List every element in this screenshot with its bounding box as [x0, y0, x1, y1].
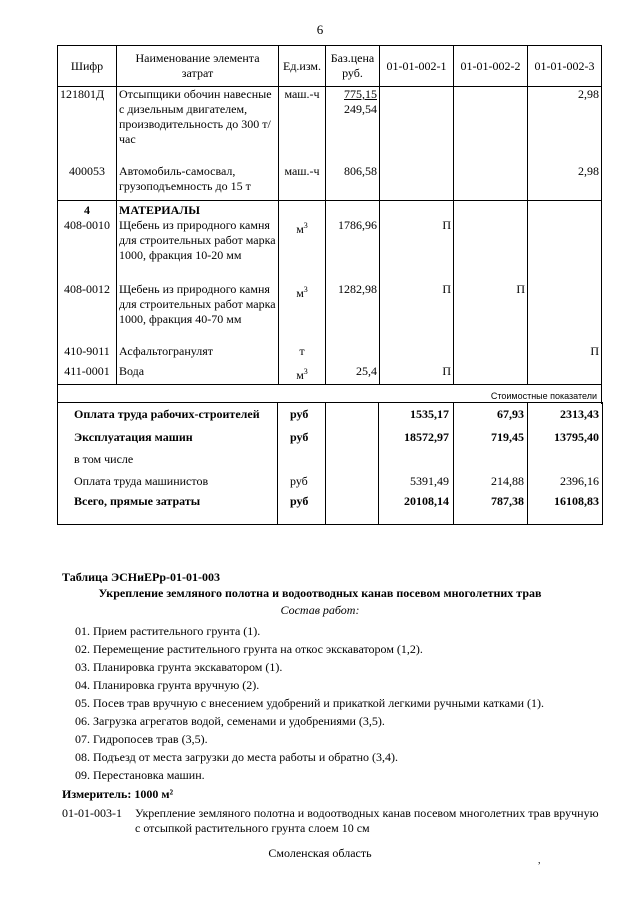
row-value-1 [380, 87, 454, 163]
row-value-1: П [380, 364, 454, 385]
row-value-1: П [380, 282, 454, 344]
row-name: Асфальтогранулят [117, 344, 279, 364]
summary-row [58, 492, 602, 510]
header-name: Наименование элемента затрат [117, 46, 279, 87]
row-value-1 [380, 162, 454, 201]
row-code: 400053 [58, 162, 117, 201]
row-price: 806,58 [326, 162, 380, 201]
operation-item: 08. Подъезд от места загрузки до места работы и обратно (3,4). [75, 750, 399, 764]
section-number: 4 [58, 201, 117, 219]
summary-label: Всего, прямые затраты [74, 494, 201, 508]
row-value-3: 2,98 [528, 87, 602, 163]
summary-value-2: 787,38 [491, 494, 524, 508]
row-price: 1786,96 [326, 218, 380, 282]
table-row [58, 344, 602, 364]
table-header-row [58, 46, 602, 87]
price-line-b: 249,54 [344, 102, 377, 116]
summary-value-2: 719,45 [491, 430, 524, 444]
summary-value-3: 2396,16 [560, 474, 599, 488]
section-heading: Укрепление земляного полотна и водоотводных канав посевом многолетних трав [98, 586, 542, 600]
row-value-3 [528, 364, 602, 385]
row-unit: $м^3$ [279, 218, 326, 282]
header-col3: 01-01-002-3 [528, 46, 602, 87]
header-col2: 01-01-002-2 [454, 46, 528, 87]
header-col1: 01-01-002-1 [380, 46, 454, 87]
header-code: Шифр [58, 46, 117, 87]
row-unit: $м^3$ [279, 282, 326, 344]
cost-caption: Стоимостные показатели [58, 385, 602, 405]
row-value-3: П [528, 344, 602, 364]
row-name: Вода [117, 364, 279, 385]
row-unit: т [279, 344, 326, 364]
summary-value-2: 214,88 [491, 474, 524, 488]
row-code: 410-9011 [58, 344, 117, 364]
summary-label: в том числе [74, 452, 134, 466]
table-row [58, 87, 602, 163]
row-value-1: П [380, 218, 454, 282]
summary-value-2: 67,93 [497, 407, 524, 421]
row-code: 121801Д [58, 87, 117, 163]
summary-unit: руб [290, 474, 308, 488]
row-value-2 [454, 364, 528, 385]
summary-unit: руб [290, 430, 309, 444]
summary-unit: руб [290, 494, 309, 508]
row-price: 25,4 [326, 364, 380, 385]
item-description: Укрепление земляного полотна и водоотводных канав посевом многолетних трав вручную с отсыпкой растительного грунта слоем 10 см [135, 806, 599, 835]
scan-speck: , [538, 855, 541, 866]
header-unit: Ед.изм. [279, 46, 326, 87]
composition-label: Состав работ: [280, 603, 360, 617]
row-value-2 [454, 162, 528, 201]
row-name: Автомобиль-самосвал, грузоподъемность до 15 т [117, 162, 279, 201]
row-code: 408-0010 [58, 218, 117, 282]
row-value-3: 2,98 [528, 162, 602, 201]
summary-row [58, 472, 602, 490]
section-row [58, 201, 602, 219]
row-value-2 [454, 87, 528, 163]
summary-label: Оплата труда машинистов [74, 474, 209, 488]
row-value-3 [528, 282, 602, 344]
row-price [326, 87, 380, 163]
table-title: Таблица ЭСНиЕРр-01-01-003 [62, 570, 221, 584]
table-row [58, 282, 602, 344]
summary-value-3: 2313,43 [560, 407, 599, 421]
table-row [58, 162, 602, 201]
row-code: 411-0001 [58, 364, 117, 385]
resources-table [57, 45, 602, 404]
item-code: 01-01-003-1 [62, 806, 122, 820]
summary-row [58, 405, 602, 423]
row-value-2 [454, 218, 528, 282]
row-value-3 [528, 218, 602, 282]
summary-value-3: 16108,83 [554, 494, 599, 508]
row-unit: маш.-ч [279, 162, 326, 201]
operation-item: 09. Перестановка машин. [75, 768, 205, 782]
row-value-1 [380, 344, 454, 364]
row-unit: $м^3$ [279, 364, 326, 385]
summary-label: Эксплуатация машин [74, 430, 193, 444]
summary-block [57, 402, 603, 525]
summary-unit: руб [290, 407, 309, 421]
price-line-a: 775,15 [344, 87, 377, 101]
operation-item: 04. Планировка грунта вручную (2). [75, 678, 260, 692]
summary-value-1: 18572,97 [404, 430, 449, 444]
row-name: Щебень из природного камня для строительных работ марка 1000, фракция 40-70 мм [117, 282, 279, 344]
header-price: Баз.цена руб. [326, 46, 380, 87]
measurer: Измеритель: 1000 м² [62, 787, 174, 801]
row-name: Отсыпщики обочин навесные с дизельным двигателем, производительность до 300 т/час [117, 87, 279, 163]
row-price [326, 344, 380, 364]
row-price: 1282,98 [326, 282, 380, 344]
summary-value-1: 20108,14 [404, 494, 449, 508]
operation-item: 05. Посев трав вручную с внесением удобрений и прикаткой легкими ручными катками (1). [75, 696, 544, 710]
summary-label: Оплата труда рабочих-строителей [74, 407, 260, 421]
row-value-2 [454, 344, 528, 364]
summary-value-1: 5391,49 [410, 474, 449, 488]
summary-value-1: 1535,17 [410, 407, 449, 421]
row-name: Щебень из природного камня для строительных работ марка 1000, фракция 10-20 мм [117, 218, 279, 282]
operation-item: 02. Перемещение растительного грунта на откос экскаватором (1,2). [75, 642, 423, 656]
operation-item: 01. Прием растительного грунта (1). [75, 624, 261, 638]
row-unit: маш.-ч [279, 87, 326, 163]
section-title: МАТЕРИАЛЫ [117, 201, 279, 219]
operation-item: 07. Гидропосев трав (3,5). [75, 732, 208, 746]
operation-item: 03. Планировка грунта экскаватором (1). [75, 660, 283, 674]
operation-item: 06. Загрузка агрегатов водой, семенами и удобрениями (3,5). [75, 714, 385, 728]
summary-row [58, 450, 602, 468]
table-row [58, 218, 602, 282]
page-number: 6 [316, 22, 324, 37]
table-row [58, 364, 602, 385]
row-code: 408-0012 [58, 282, 117, 344]
region-footer: Смоленская область [268, 846, 372, 860]
row-value-2: П [454, 282, 528, 344]
summary-row [58, 428, 602, 446]
summary-value-3: 13795,40 [554, 430, 599, 444]
